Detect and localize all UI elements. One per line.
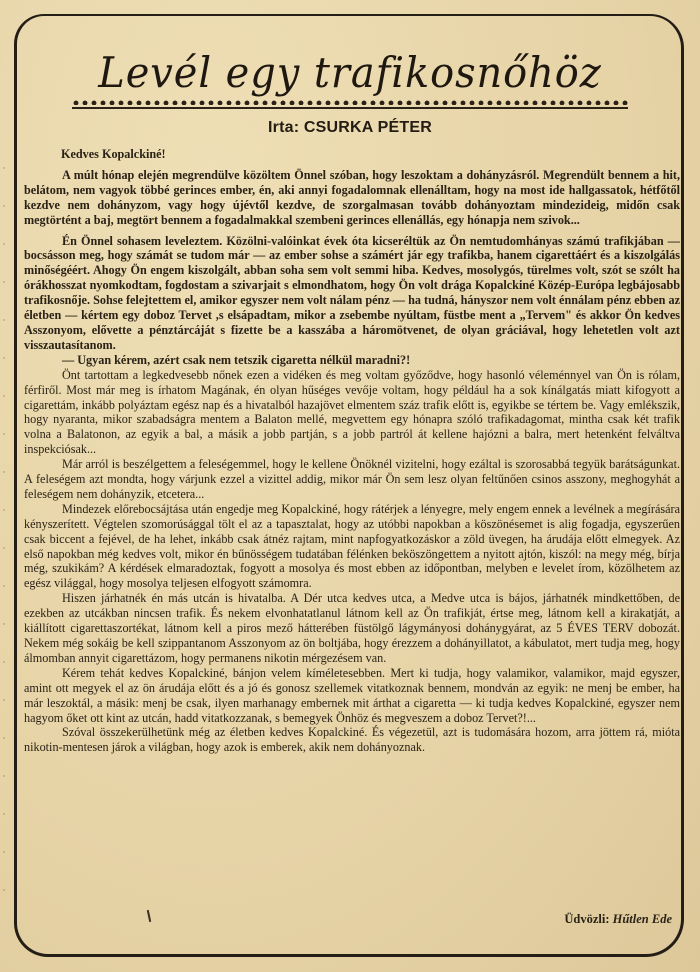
salutation: Kedves Kopalckiné! — [61, 147, 166, 161]
article-body — [24, 147, 680, 755]
decorative-wavy-rule — [72, 99, 628, 109]
paragraph-2: Én Önnel sohasem leveleztem. Közölni-valóinkat évek óta kicseréltük az Ön nemtudomhányas számú trafikjában — bocsásson meg, hogy számát se tudom már — az ember sohse a számért jár egy trafikba, hanem cigarettáért és a kiszolgálás minőségéért. Ahogy Ön engem kiszolgált, abban soha sem volt semmi hiba. Kedves, mosolygós, türelmes volt, szót se szólt ha órákhosszat nyomkodtam, fogdostam a szivarjait s elmondhatom, hogy Ön volt drága Kopalckiné Közép-Európa legbájosabb trafikosnője. Sohse felejtettem el, amikor egyszer nem volt nálam pénz — ha tudná, hányszor nem volt énnálam pénz ebben az életben — kértem egy doboz Tervet ,s elsápadtam, mikor a zsebembe nyúltam, füstbe ment a „Tervem" és akkor Ön kedves Asszonyom, elővette a pénztárcáját s fizette be a kasszába a háromötvenet, de olyan gráciával, hogy lehetetlen volt azt visszautasítanom. — [24, 233, 680, 352]
paragraph-6: Mindezek előrebocsájtása után engedje meg Kopalckiné, hogy rátérjek a lényegre, mely engem ennek a levélnek a megírására kényszerített. Végtelen szomorúsággal tölt el az a tapasztalat, hogy az utóbbi napokban a köszönésemet is alig fogadja, egyszerűen csak biccent a fejével, de ha lehet, inkább csak átnéz rajtam, mint napfogyatkozáskor a zöld üvegen, ha árudája előtt elmegyek. Az első napokban még kedves volt, mikor én bűnösségem tudatában félénken beköszöngettem a nyitott ajtón, kiszól: na megy még, bírja még, szukikám? A kérdések elmaradoztak, fogyott a mosolya és most ebben az időpontban, melyben e levelet írom, közölhetem az egész világgal, hogy mosolya teljesen elfogyott számomra. — [24, 501, 680, 591]
paragraph-4: Önt tartottam a legkedvesebb nőnek ezen a vidéken és meg voltam győződve, hogy hasonló véleménnyel van Ön is rólam, férfiről. Most már meg is írhatom Magának, én olyan hűséges vevője voltam, hogy például ha a sok kínálgatás miatt kifogyott a cigarettám, inkább polyáztam egész nap és a hivatalból hazajövet elmentem száz trafik előtt is, egyikbe se tértem be. Vagy emlékszik, hogy nyaranta, mikor szabadságra mentem a Balaton mellé, megvettem egy hónapra szóló trafikadagomat, mintha csak két trafik volna a Balatonon, az egyik a bal, a másik a jobb partján, s a jobb partról át kellene hajózni a balra, mert hetenként felváltva inspekciósak... — [24, 367, 680, 457]
article-title: Levél egy trafikosnőhöz — [98, 48, 602, 97]
paragraph-1: A múlt hónap elején megrendülve közöltem Önnel szóban, hogy leszoktam a dohányzásról. Megrendült bennem a hit, belátom, nem vagyok többé gerinces ember, én, aki annyi fogadalomnak ellenálltam, hogy na most ide hallgassatok, hétfőtől kezdve nem dohányzom, vagy hogy újévtől kezdve, de szorgalmasan tovább dohányoztam mindezideig, midőn csak megtörtént a baj, megtört bennem a fogadalmakkal szembeni gerinces ellenállás, egy hónapja nem szivok... — [24, 167, 680, 227]
signature-name: Hűtlen Ede — [612, 912, 672, 926]
adjacent-column-edge: · · · · · · · · · · · · · · · · · · · · — [2, 164, 6, 895]
paragraph-5: Már arról is beszélgettem a feleségemmel, hogy le kellene Önöknél vizitelni, hogy ezáltal is szorosabbá tegyük barátságunkat. A feleségem azt mondta, hogy várjunk ezzel a vizittel addig, mikor már Ön sem lesz olyan feltűnően csinos asszony, meghogyhát a feleségem nem dohányzik, etcetera... — [24, 457, 680, 501]
paragraph-8: Kérem tehát kedves Kopalckiné, bánjon velem kíméletesebben. Mert ki tudja, hogy valamikor, valamikor, majd egyszer, amint ott megyek el az ön árudája előtt és a jó és gonosz szellemek vitatkoznak bennem, mondván az egyik: ne menj be ember, ha már leszoktál, a másik: menj be csak, ilyen marhanagy embernek mit árthat a cigaretta — ki tudja kedves Kopalckiné, egyszer nem hagyom őket ott kint az utcán, hadd vitatkozzanak, s bemegyek Önhöz és megveszem a doboz Tervet?!... — [24, 665, 680, 725]
paragraph-7: Hiszen járhatnék én más utcán is hivatalba. A Dér utca kedves utca, a Medve utca is bájos, járhatnék mindkettőben, de ezekben az utcákban nincsen trafik. És nekem elvonhatatlanul látnom kell az Ön trafikját, értse meg, látnom kell a kirakatját, a kiállított cigarettaszortékat, látnom kell a piros mező hátterében füstölgő lágymányosi dohánygyárat, az 5 ÉVES TERV dobozát. Nekem még sokáig be kell szippantanom Asszonyom az ön boltjába, hogy érezzem a dohányillatot, a kábulatot, mert tudja meg, hogy álmomban annyit cigarettázom, hogy permanens nikotin mérgezésem van. — [24, 591, 680, 665]
paragraph-9: Szóval összekerülhetünk még az életben kedves Kopalckiné. És végezetül, azt is tudomására hozom, arra jöttem rá, mióta nikotin-mentesen járok a világban, hogy azok is emberek, akik nem dohányoznak. — [24, 725, 680, 755]
article-byline: Irta: CSURKA PÉTER — [268, 119, 432, 136]
paragraph-3-quote: — Ugyan kérem, azért csak nem tetszik cigaretta nélkül maradni?! — [62, 352, 411, 367]
article-header — [0, 48, 700, 137]
signature — [564, 912, 672, 927]
signature-greeting: Üdvözli: — [564, 912, 610, 926]
